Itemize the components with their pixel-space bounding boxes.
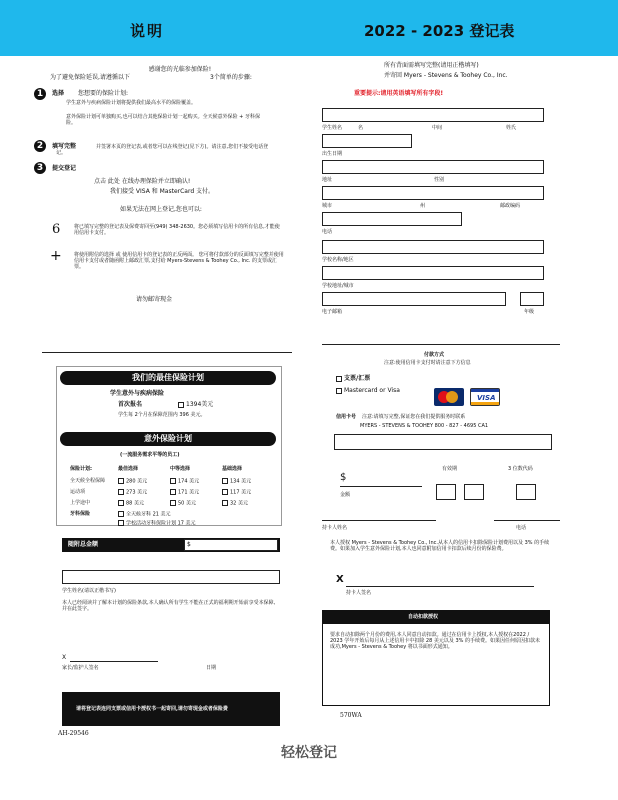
acc-price: 88 美元 bbox=[126, 500, 144, 507]
payment-sub: 注意:使用信用卡支付时请注意下方信息 bbox=[384, 360, 471, 366]
acc-header-3: 基础选择 bbox=[222, 466, 243, 472]
acc-checkbox[interactable] bbox=[118, 489, 124, 495]
phone-label: 电话 bbox=[322, 229, 333, 235]
important-notice: 重要提示:请用英语填写所有字段! bbox=[354, 90, 444, 97]
acc-price: 174 美元 bbox=[178, 478, 200, 485]
city-field[interactable] bbox=[322, 186, 544, 200]
step-2-icon: 2 bbox=[34, 140, 46, 152]
card-label: Mastercard or Visa bbox=[344, 387, 400, 394]
dental-price: 全天候牙科 21 美元 bbox=[126, 511, 171, 518]
acc-row-label: 全天候全程保障 bbox=[70, 478, 106, 484]
acc-price: 117 美元 bbox=[230, 489, 252, 496]
field-label: 学生姓名 bbox=[322, 125, 343, 131]
student-name-label: 学生姓名(请以正楷书写) bbox=[62, 588, 116, 594]
best-plan-option: 首次报名 bbox=[118, 401, 143, 408]
dental-checkbox[interactable] bbox=[118, 511, 124, 517]
state-label: 州 bbox=[420, 203, 426, 209]
acc-price: 273 美元 bbox=[126, 489, 148, 496]
cardholder-signature-line[interactable] bbox=[346, 586, 534, 587]
mail-label: 如果无法在网上登记,您也可以: bbox=[120, 206, 202, 213]
card-option[interactable] bbox=[336, 387, 400, 395]
acc-checkbox[interactable] bbox=[118, 500, 124, 506]
dental-checkbox[interactable] bbox=[118, 520, 124, 526]
acc-price: 134 美元 bbox=[230, 478, 252, 485]
intro-text: 为了避免保险延误,请遵循以下 bbox=[50, 74, 130, 81]
dental-price: 学校活动牙科保险计划 17 美元 bbox=[126, 520, 196, 527]
step1-title: 选择 bbox=[52, 90, 65, 97]
parent-sig-label: 家长/监护人签名 bbox=[62, 665, 99, 671]
right-top-2: 并寄回 Myers - Stevens & Toohey Co., Inc. bbox=[384, 72, 508, 79]
accident-plan-title: 意外保险计划 bbox=[60, 432, 276, 446]
check-checkbox[interactable] bbox=[336, 376, 342, 382]
school-field[interactable] bbox=[322, 240, 544, 254]
option-2-text: 将使用附信的选择 或 使用信用卡的登记表的正反两面。 您可将付款部分的反面填写完整并使用信用卡支付或者随函附上邮政汇票,支付给 Myers-Stevens & Toohey Co., Inc. 的支票或汇票。 bbox=[74, 252, 284, 270]
email-field[interactable] bbox=[322, 292, 506, 306]
acc-checkbox[interactable] bbox=[170, 500, 176, 506]
steps-text: 3个简单的步骤: bbox=[210, 74, 252, 81]
acc-option[interactable] bbox=[222, 478, 251, 485]
zip-label: 邮政编码 bbox=[500, 203, 521, 209]
mail-banner-text: 请将登记表连同支票或信用卡授权书一起寄回,请勿寄现金或者保险费 bbox=[76, 706, 228, 712]
city-label: 城市 bbox=[322, 203, 333, 209]
cvv-field[interactable] bbox=[516, 484, 536, 500]
phone2-line[interactable] bbox=[494, 520, 560, 521]
acc-checkbox[interactable] bbox=[222, 500, 228, 506]
info-text: 注意:请填写完整,保证您在我们提供服务时联系 bbox=[362, 414, 466, 420]
mastercard-logo-icon bbox=[434, 388, 464, 406]
step2-text: 并签署本页的登记表,或者您可以在线登记(见下方)。请注意,您们不接受电话登记。 bbox=[56, 144, 269, 156]
cardholder-label: 持卡人姓名 bbox=[322, 525, 348, 531]
best-plan-checkbox[interactable] bbox=[178, 402, 184, 408]
exp-year-field[interactable] bbox=[464, 484, 484, 500]
gender-label: 性别 bbox=[434, 177, 445, 183]
acc-option[interactable] bbox=[222, 489, 251, 496]
divider bbox=[42, 352, 292, 353]
online-cards: 我们接受 VISA 和 MasterCard 支付。 bbox=[110, 188, 215, 195]
acc-option[interactable] bbox=[118, 478, 147, 485]
exp-label: 有效期 bbox=[442, 466, 458, 472]
option-1-text: 将已填写完整的登记表及保费寄回至(949) 348-2630。您必须填写信用卡的所有信息,才能使用信用卡支付。 bbox=[74, 224, 280, 236]
acc-price: 32 美元 bbox=[230, 500, 248, 507]
address-label: 地址 bbox=[322, 177, 333, 183]
header-bar bbox=[0, 0, 618, 56]
cardholder-line[interactable] bbox=[322, 520, 436, 521]
acc-checkbox[interactable] bbox=[222, 478, 228, 484]
grade-label: 年级 bbox=[524, 309, 535, 315]
card-number-field[interactable] bbox=[334, 434, 552, 450]
best-plan-price-value: 1394美元 bbox=[186, 401, 214, 408]
acc-row-label: 上学途中 bbox=[70, 500, 91, 506]
card-no-label: 信用卡号 bbox=[336, 414, 357, 420]
auto-pay-box bbox=[322, 610, 550, 706]
acc-option[interactable] bbox=[222, 500, 248, 507]
acc-option[interactable] bbox=[170, 478, 199, 485]
date-label: 日期 bbox=[206, 665, 217, 671]
grade-field[interactable] bbox=[520, 292, 544, 306]
field-label: 姓氏 bbox=[506, 125, 517, 131]
check-option[interactable] bbox=[336, 375, 370, 383]
dental-option[interactable] bbox=[118, 520, 196, 527]
school-address-field[interactable] bbox=[322, 266, 544, 280]
left-form-code: AH-29546 bbox=[58, 730, 89, 737]
accident-plan-sub: (一流服务需求平等的员工) bbox=[120, 452, 180, 458]
acc-price: 280 美元 bbox=[126, 478, 148, 485]
acc-price: 171 美元 bbox=[178, 489, 200, 496]
best-plan-note: 学生每 2个月在保障范围内 396 美元。 bbox=[118, 412, 206, 418]
right-top-1: 所有背面需填写完整(请用正楷填写) bbox=[384, 62, 479, 69]
acc-checkbox[interactable] bbox=[222, 489, 228, 495]
no-cash-note: 请勿邮寄现金 bbox=[136, 296, 173, 303]
amount-line[interactable] bbox=[340, 486, 422, 487]
acc-option[interactable] bbox=[170, 489, 199, 496]
acc-header-2: 中等选择 bbox=[170, 466, 191, 472]
visa-logo-icon: VISA bbox=[470, 388, 500, 406]
step-1-icon: 1 bbox=[34, 88, 46, 100]
footer-title: 轻松登记 bbox=[281, 745, 337, 761]
option-1-icon: 6 bbox=[52, 222, 61, 237]
parent-signature-line[interactable] bbox=[70, 661, 158, 662]
cardholder-sig-label: 持卡人签名 bbox=[346, 590, 372, 596]
sig-x: X bbox=[62, 654, 67, 661]
option-2-icon: + bbox=[50, 248, 62, 264]
dental-label: 牙科保险 bbox=[70, 511, 91, 517]
acc-header-0: 保险计划: bbox=[70, 466, 92, 472]
disclaimer: 本人已经阅读并了解本计划的保险条款,本人确认所有学生不能在正式的福利期开始前享受本保障,并在此签字。 bbox=[62, 600, 276, 612]
school-label: 学校名称/地区 bbox=[322, 257, 354, 263]
check-label: 支票/汇票 bbox=[344, 375, 371, 382]
step1-text: 您想要的保险计划: bbox=[78, 90, 129, 97]
acc-checkbox[interactable] bbox=[118, 478, 124, 484]
divider-right bbox=[322, 344, 560, 345]
authorization-text: 本人授权 Myers - Stevens & Toohey Co., Inc.从本人的信用卡扣除保险计划费用以及 3% 的手续费。如果加入学生意外保险计划,本人也同意附加信用卡扣款后续月份的保险费。 bbox=[330, 540, 550, 552]
acc-price: 50 美元 bbox=[178, 500, 196, 507]
instructions-title: 说明 bbox=[130, 22, 165, 40]
best-plan-title: 我们的最佳保险计划 bbox=[60, 371, 276, 385]
acc-option[interactable] bbox=[118, 489, 147, 496]
total-input[interactable] bbox=[184, 539, 278, 551]
address-field[interactable] bbox=[322, 160, 544, 174]
phone2-label: 电话 bbox=[516, 525, 527, 531]
step1-bullet-2: 意外保险计划可单独购买,也可以结合其他保险计划一起购买。全天候意外保险 + 牙科保险。 bbox=[66, 114, 260, 126]
amount-currency: $ bbox=[340, 472, 347, 483]
thanks-text: 感谢您的光临参加保险! bbox=[148, 66, 212, 73]
cardholder-sig-x: X bbox=[336, 574, 344, 585]
phone-field[interactable] bbox=[322, 212, 462, 226]
amount-label: 金额 bbox=[340, 492, 351, 498]
exp-month-field[interactable] bbox=[436, 484, 456, 500]
auto-pay-title: 自动扣款授权 bbox=[408, 614, 439, 620]
field-label: 名 bbox=[358, 125, 364, 131]
email-label: 电子邮箱 bbox=[322, 309, 343, 315]
acc-option[interactable] bbox=[170, 500, 196, 507]
online-text: 点击 此处 在线办理保险并立即确认! bbox=[94, 178, 191, 185]
auto-pay-text: 要求自动扣除两个月份的费用,本人同意自动扣款。通过在信用卡上授权,本人授权在2022 / 2023 学年开始后每月从上述信用卡中扣除 28 美元以及 3% 的手续费。如果因任何原因扣款未成功,Myers - Stevens & Toohey 将以书面形式通知。 bbox=[330, 632, 540, 650]
cvv-label: 3 位数代码 bbox=[508, 466, 533, 472]
step-3-icon: 3 bbox=[34, 162, 46, 174]
acc-row-label: 运动项 bbox=[70, 489, 86, 495]
student-name-input[interactable] bbox=[62, 570, 280, 584]
payment-title: 付款方式 bbox=[424, 352, 445, 358]
dob-field[interactable] bbox=[322, 134, 412, 148]
school-address-label: 学校地址/城市 bbox=[322, 283, 354, 289]
best-plan-price[interactable] bbox=[178, 401, 213, 409]
acc-option[interactable] bbox=[118, 500, 144, 507]
dob-label: 出生日期 bbox=[322, 151, 343, 157]
student-name-field[interactable] bbox=[322, 108, 544, 122]
best-plan-sub: 学生意外与疾病保险 bbox=[110, 390, 165, 397]
step3-title: 提交登记 bbox=[52, 165, 77, 172]
field-label: 中间 bbox=[432, 125, 443, 131]
card-checkbox[interactable] bbox=[336, 388, 342, 394]
step2-title: 填写完整 bbox=[52, 143, 77, 150]
acc-header-1: 最佳选择 bbox=[118, 466, 139, 472]
total-label: 随附总金额 bbox=[68, 541, 99, 548]
acc-checkbox[interactable] bbox=[170, 478, 176, 484]
company-info: MYERS - STEVENS & TOOHEY 800 - 827 - 4695 CA1 bbox=[360, 423, 489, 429]
step1-bullet-1: 学生意外与疾病保险计划将提供我们最高水平的保险覆盖。 bbox=[66, 100, 197, 106]
total-currency: $ bbox=[187, 541, 191, 548]
form-title: 2022 - 2023 登记表 bbox=[364, 22, 515, 40]
dental-option[interactable] bbox=[118, 511, 171, 518]
right-form-code: 570WA bbox=[340, 712, 362, 719]
acc-checkbox[interactable] bbox=[170, 489, 176, 495]
